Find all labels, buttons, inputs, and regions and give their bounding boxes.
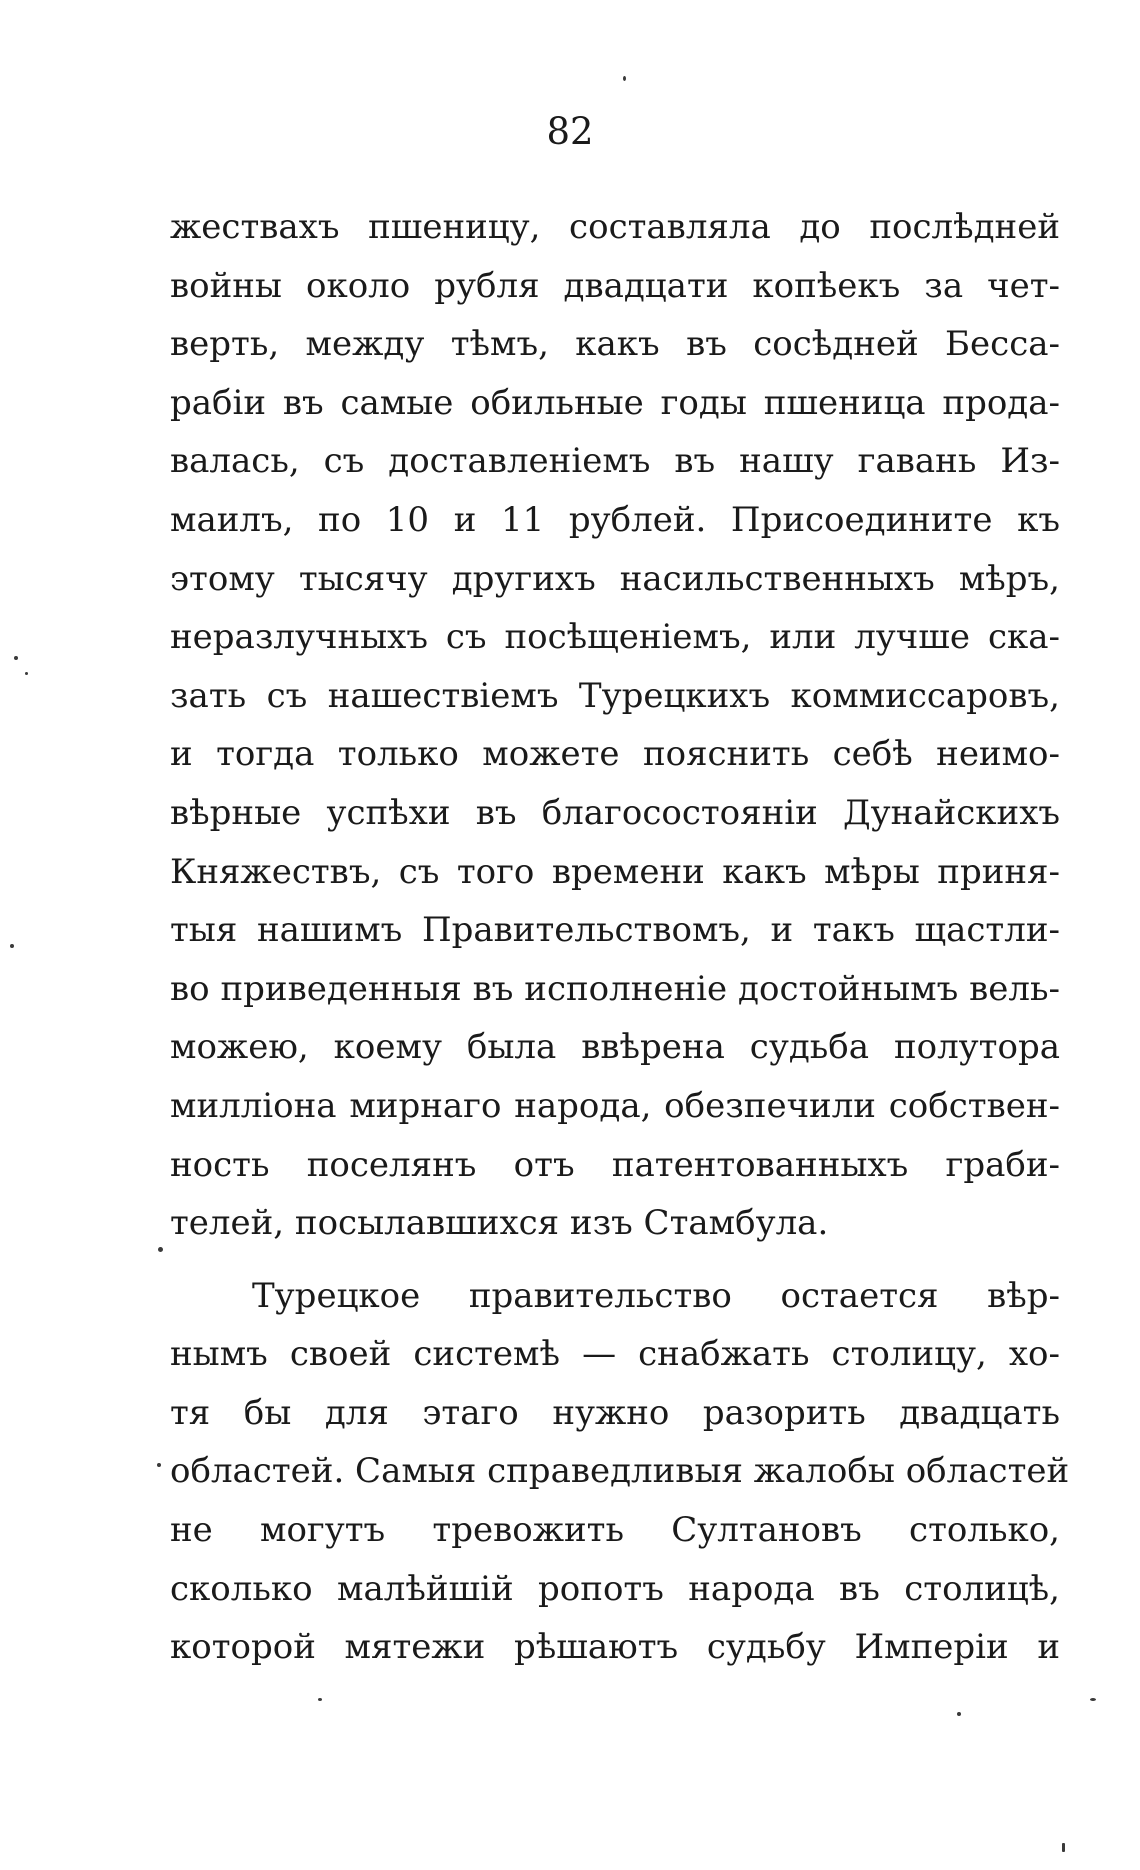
scan-speck [1062, 1843, 1065, 1852]
text-line: милліона мирнаго народа, обезпечили собствен- [170, 1085, 1060, 1126]
scan-speck [623, 76, 626, 81]
paragraph-1 [170, 198, 1060, 1253]
text-line: во приведенныя въ исполненіе достойнымъ вель- [170, 968, 1060, 1009]
text-line: вѣрные успѣхи въ благосостояніи Дунайскихъ [170, 792, 1060, 833]
text-line: рабіи въ самые обильные годы пшеница прода- [170, 382, 1060, 423]
scan-speck [14, 656, 18, 660]
paragraph-2 [170, 1267, 1070, 1677]
text-line: неразлучныхъ съ посѣщеніемъ, или лучше ска- [170, 617, 1060, 658]
paragraph-gap [170, 1253, 1060, 1267]
text-line: областей. Самыя справедливыя жалобы областей [170, 1451, 1070, 1492]
text-line: валась, съ доставленіемъ въ нашу гавань Из- [170, 441, 1060, 482]
page-number: 82 [546, 110, 594, 153]
text-line: этому тысячу другихъ насильственныхъ мѣръ, [170, 558, 1060, 599]
scan-speck [157, 1463, 161, 1467]
text-line: жествахъ пшеницу, составляла до послѣдней [170, 207, 1060, 247]
text-line: сколько малѣйшій ропотъ народа въ столицѣ, [170, 1568, 1060, 1609]
scan-speck [25, 672, 28, 675]
scan-speck [1090, 1698, 1096, 1701]
text-line: нымъ своей системѣ — снабжать столицу, хо- [170, 1334, 1060, 1375]
text-line: ность поселянъ отъ патентованныхъ граби- [170, 1144, 1060, 1185]
text-line: тыя нашимъ Правительствомъ, и такъ щастли- [170, 910, 1060, 951]
text-line: верть, между тѣмъ, какъ въ сосѣдней Бесса- [170, 324, 1060, 365]
text-line: телей, посылавшихся изъ Стамбула. [170, 1203, 829, 1244]
text-line: маилъ, по 10 и 11 рублей. Присоедините къ [170, 499, 1060, 540]
text-line: Турецкое правительство остается вѣр- [252, 1275, 1060, 1316]
text-line: не могутъ тревожить Султановъ столько, [170, 1510, 1060, 1551]
scan-speck [957, 1712, 961, 1716]
scan-speck [158, 1247, 163, 1252]
body-text [170, 198, 1070, 1677]
scan-speck [10, 944, 14, 948]
text-line: и тогда только можете пояснить себѣ неимо- [170, 734, 1060, 775]
text-line: тя бы для этаго нужно разорить двадцать [170, 1392, 1060, 1433]
text-line: можею, коему была ввѣрена судьба полутора [170, 1027, 1060, 1068]
text-line: войны около рубля двадцати копѣекъ за чет- [170, 265, 1060, 306]
text-line: зать съ нашествіемъ Турецкихъ коммиссаровъ, [170, 675, 1060, 716]
scan-speck [318, 1698, 322, 1701]
text-line: которой мятежи рѣшаютъ судьбу Имперіи и [170, 1627, 1060, 1668]
text-line: Княжествъ, съ того времени какъ мѣры приня- [170, 851, 1060, 892]
